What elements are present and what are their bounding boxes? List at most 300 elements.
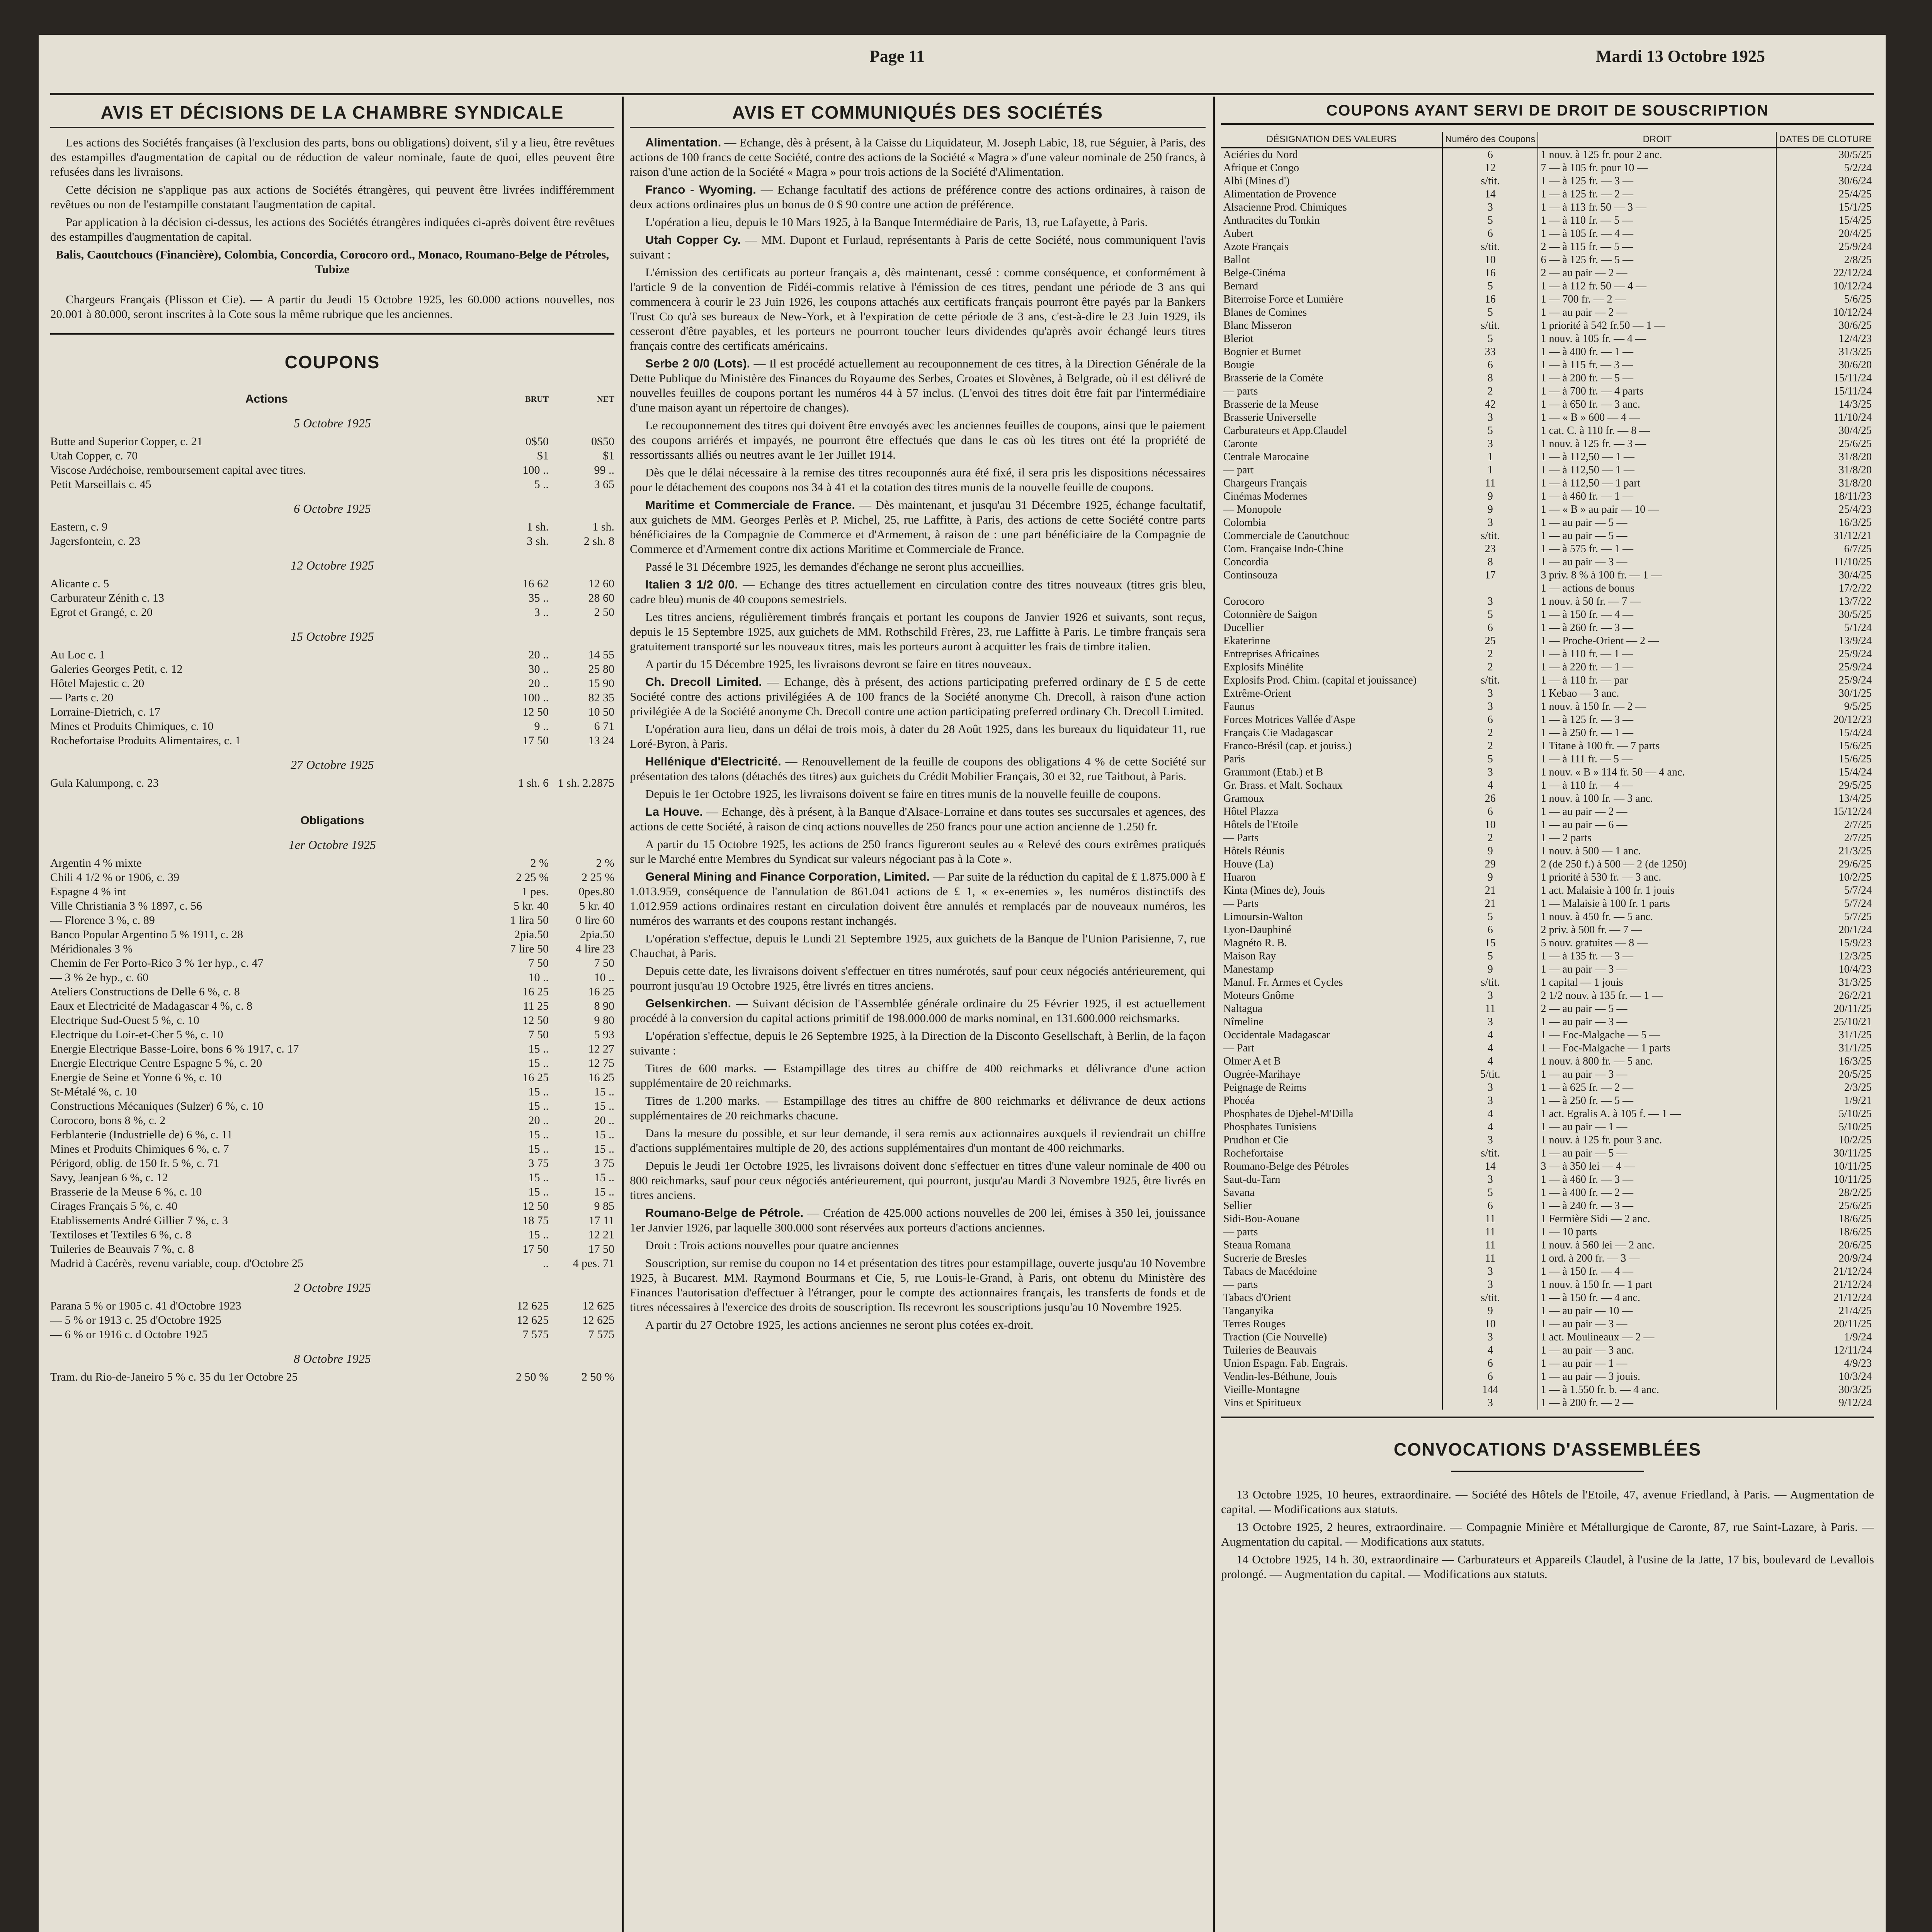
- table-row: [1221, 937, 1874, 950]
- droit-designation: Belge-Cinéma: [1221, 267, 1442, 280]
- company-name: Roumano-Belge de Pétrole.: [645, 1206, 804, 1219]
- droit-detail: 1 nouv. à 105 fr. — 4 —: [1538, 332, 1776, 345]
- list-item: [50, 856, 614, 870]
- droit-date: 31/1/25: [1838, 1042, 1872, 1054]
- droit-date: 15/11/24: [1833, 372, 1872, 384]
- droit-date: 18/6/25: [1838, 1213, 1872, 1225]
- coupon-net: 12 21: [588, 1228, 614, 1241]
- droit-date: 31/3/25: [1838, 346, 1872, 358]
- table-row: [1221, 1357, 1874, 1370]
- droit-date: 11/10/24: [1833, 412, 1872, 423]
- droit-numero: 6: [1442, 1370, 1538, 1383]
- droit-date: 31/3/25: [1838, 976, 1872, 988]
- droit-date: 31/8/20: [1838, 451, 1872, 463]
- coupon-net: 2 sh. 8: [583, 535, 614, 548]
- coupons-actions-header: [50, 392, 614, 406]
- coupon-net: 7 575: [588, 1328, 614, 1341]
- coupon-brut: 16 25: [522, 1071, 549, 1084]
- droit-detail: 1 capital — 1 jouis: [1538, 976, 1776, 989]
- list-item: [50, 605, 614, 619]
- droit-designation: Explosifs Prod. Chim. (capital et jouissance): [1221, 674, 1442, 687]
- droit-numero: 3: [1442, 1015, 1538, 1029]
- list-item: [50, 1170, 614, 1185]
- coupon-brut: 16 25: [522, 985, 549, 998]
- droit-detail: 1 — au pair — 2 —: [1538, 306, 1776, 319]
- avis-societes-title: AVIS ET COMMUNIQUÉS DES SOCIÉTÉS: [630, 97, 1206, 128]
- droit-date: 18/6/25: [1838, 1226, 1872, 1238]
- droit-date: 21/12/24: [1833, 1279, 1872, 1291]
- coupon-brut: 15 ..: [528, 1228, 549, 1241]
- coupon-brut: 100 ..: [522, 691, 549, 704]
- coupon-date: 15 Octobre 1925: [291, 629, 374, 643]
- page-header: [39, 35, 1886, 93]
- list-item: [50, 591, 614, 605]
- droit-date: 5/1/24: [1844, 622, 1872, 634]
- droit-detail: 1 — à 460 fr. — 1 —: [1538, 490, 1776, 503]
- avis-paragraph: [630, 1206, 1206, 1235]
- avis-paragraph: [630, 996, 1206, 1026]
- droit-date: 6/7/25: [1844, 543, 1872, 555]
- droit-designation: Ekaterinne: [1221, 634, 1442, 648]
- table-row: [1221, 451, 1874, 464]
- droit-numero: [1442, 582, 1538, 595]
- droit-date: 12/4/23: [1838, 333, 1872, 345]
- droit-detail: 1 — au pair — 3 —: [1538, 556, 1776, 569]
- table-row: [1221, 1265, 1874, 1278]
- avis-text: Depuis le 1er Octobre 1925, les livraisons doivent se faire en titres munis de la nouvelle feuille de coupons.: [645, 787, 1161, 801]
- droit-detail: 3 priv. 8 % à 100 fr. — 1 —: [1538, 569, 1776, 582]
- company-name: La Houve.: [645, 805, 703, 818]
- coupon-brut: 100 ..: [522, 464, 549, 476]
- list-item: [50, 676, 614, 690]
- droit-date: 30/11/25: [1833, 1147, 1872, 1159]
- avis-paragraph: [630, 1126, 1206, 1155]
- droit-designation: Tanganyika: [1221, 1304, 1442, 1318]
- droit-numero: 2: [1442, 726, 1538, 740]
- coupon-net: 82 35: [588, 691, 614, 704]
- droit-detail: 1 — à 400 fr. — 1 —: [1538, 345, 1776, 359]
- avis-text: Depuis cette date, les livraisons doivent s'effectuer en titres numérotés, sauf pour ceux négociés antérieurement, qui pourront jusqu'au 19 Octobre 1925, être livrés en titres anciens.: [630, 964, 1206, 992]
- coupon-net: 14 55: [588, 648, 614, 661]
- droit-detail: 1 act. Moulineaux — 2 —: [1538, 1331, 1776, 1344]
- droit-numero: 3: [1442, 1396, 1538, 1410]
- droit-numero: 29: [1442, 858, 1538, 871]
- droit-detail: 1 — 700 fr. — 2 —: [1538, 293, 1776, 306]
- coupon-name: Tuileries de Beauvais 7 %, c. 8: [50, 1243, 194, 1255]
- coupon-date: 2 Octobre 1925: [294, 1281, 371, 1294]
- company-name: Italien 3 1/2 0/0.: [645, 578, 738, 591]
- page-number: Page 11: [869, 47, 925, 66]
- droit-designation: Cotonnière de Saigon: [1221, 608, 1442, 621]
- droit-numero: 16: [1442, 293, 1538, 306]
- table-row: [1221, 871, 1874, 884]
- coupon-net: 9 80: [594, 1014, 614, 1027]
- coupon-brut: 2pia.50: [514, 928, 549, 941]
- avis-paragraph: [630, 964, 1206, 993]
- coupons-droit-title: COUPONS AYANT SERVI DE DROIT DE SOUSCRIPTION: [1221, 97, 1874, 125]
- coupon-name: Electrique du Loir-et-Cher 5 %, c. 10: [50, 1028, 223, 1041]
- avis-text: — Renouvellement de la feuille de coupons des obligations 4 % de cette Société sur présentation des talons (détachés des titres) aux guichets du Crédit Mobilier Français, 30 et 32, rue Taitbout, à Paris.: [630, 755, 1206, 783]
- col-numero: Numéro des Coupons: [1442, 132, 1538, 148]
- droit-detail: 1 — à 112,50 — 1 —: [1538, 451, 1776, 464]
- droit-date: 31/12/21: [1833, 530, 1872, 542]
- avis-paragraph: [630, 722, 1206, 751]
- droit-designation: Lyon-Dauphiné: [1221, 923, 1442, 937]
- droit-detail: 2 — au pair — 2 —: [1538, 267, 1776, 280]
- table-row: [1221, 1094, 1874, 1107]
- droit-date: 20/4/25: [1838, 228, 1872, 240]
- chambre-company-list: Balis, Caoutchoucs (Financière), Colombia, Concordia, Corocoro ord., Monaco, Roumano-Belge de Pétroles, Tubize: [55, 248, 609, 276]
- table-row: [1221, 1344, 1874, 1357]
- droit-designation: Carburateurs et App.Claudel: [1221, 424, 1442, 437]
- avis-text: Dès que le délai nécessaire à la remise des titres recouponnés aura été fixé, il sera pris les dispositions nécessaires pour le détachement des coupons nos 34 à 41 et la cotation des titres munis de la nouvelle feuille de coupons.: [630, 466, 1206, 494]
- droit-detail: 1 nouv. à 125 fr. pour 3 anc.: [1538, 1134, 1776, 1147]
- droit-numero: 23: [1442, 543, 1538, 556]
- coupon-net: 12 27: [588, 1043, 614, 1055]
- droit-numero: 3: [1442, 1173, 1538, 1186]
- coupon-net: 2 25 %: [582, 871, 614, 884]
- droit-numero: 5: [1442, 910, 1538, 923]
- droit-detail: 1 nouv. à 800 fr. — 5 anc.: [1538, 1055, 1776, 1068]
- droit-designation: Concordia: [1221, 556, 1442, 569]
- coupon-brut: 18 75: [522, 1214, 549, 1227]
- coupon-name: Energie de Seine et Yonne 6 %, c. 10: [50, 1071, 222, 1084]
- droit-date: 20/12/23: [1833, 714, 1872, 726]
- droit-detail: 1 — « B » au pair — 10 —: [1538, 503, 1776, 516]
- table-row: [1221, 319, 1874, 332]
- droit-date: 10/2/25: [1838, 1134, 1872, 1146]
- avis-paragraph: [630, 610, 1206, 654]
- droit-date: 5/7/24: [1844, 884, 1872, 896]
- droit-detail: 1 priorité à 530 fr. — 3 anc.: [1538, 871, 1776, 884]
- droit-numero: 10: [1442, 1318, 1538, 1331]
- table-row: [1221, 201, 1874, 214]
- coupon-net: 0 lire 60: [576, 914, 614, 927]
- droit-date: 29/5/25: [1838, 779, 1872, 791]
- coupon-net: 12 625: [582, 1314, 614, 1327]
- table-row: [1221, 503, 1874, 516]
- coupon-name: Utah Copper, c. 70: [50, 449, 138, 462]
- droit-date: 12/3/25: [1838, 950, 1872, 962]
- droit-detail: 1 nouv. à 125 fr. pour 2 anc.: [1538, 148, 1776, 162]
- coupon-name: Espagne 4 % int: [50, 885, 126, 898]
- droit-designation: — Parts: [1221, 897, 1442, 910]
- droit-designation: Terres Rouges: [1221, 1318, 1442, 1331]
- coupon-name: Corocoro, bons 8 %, c. 2: [50, 1114, 166, 1127]
- avis-text: — Echange des titres actuellement en circulation contre des titres nouveaux (titres gris bleu, cadre bleu) munis de 40 coupons semestriels.: [630, 578, 1206, 606]
- avis-text: — Echange, dès à présent, à la Caisse du Liquidateur, M. Joseph Labic, 18, rue Séguier, à Paris, des actions de 100 francs de cette Société, contre des actions de la Société « Magra » d'une valeur nominale de 250 francs, à raison d'une action de la Société « Magra » pour trois actions de la Société d'Alimentation.: [630, 136, 1206, 179]
- table-row: [1221, 1304, 1874, 1318]
- coupon-net: 8 90: [594, 1000, 614, 1012]
- coupon-brut: 1 sh.: [527, 520, 549, 533]
- coupon-net: 6 71: [594, 720, 614, 733]
- droit-detail: 1 — à 260 fr. — 3 —: [1538, 621, 1776, 634]
- coupon-brut: 7 lire 50: [510, 942, 549, 955]
- coupon-name: Parana 5 % or 1905 c. 41 d'Octobre 1923: [50, 1299, 242, 1312]
- avis-text: Souscription, sur remise du coupon no 14 et présentation des titres pour estampillage, ouverte jusqu'au 10 Novembre 1925, à Bucarest. MM. Raymond Bourmans et Cie, 5, rue Louis-le-Grand, à Paris, ont obtenu du Ministère des Finances l'autorisation d'effectuer à l'étranger, pour le compte des actionnaires français, les transferts de fonds et de titres nécessaires à l'exercice des droits de souscription. Ils recevront les souscriptions jusqu'au 10 Novembre 1925.: [630, 1256, 1206, 1314]
- coupon-net: 10 ..: [594, 971, 614, 984]
- droit-designation: Cinémas Modernes: [1221, 490, 1442, 503]
- droit-designation: Bognier et Burnet: [1221, 345, 1442, 359]
- droit-detail: 1 — à 110 fr. — 4 —: [1538, 779, 1776, 792]
- table-row: [1221, 700, 1874, 713]
- droit-date: 16/3/25: [1838, 1055, 1872, 1067]
- table-row: [1221, 1042, 1874, 1055]
- coupon-brut: 15 ..: [528, 1043, 549, 1055]
- coupon-net: 17 50: [588, 1243, 614, 1255]
- coupon-brut: 7 50: [528, 1028, 549, 1041]
- table-row: [1221, 332, 1874, 345]
- droit-detail: 1 — à 250 fr. — 1 —: [1538, 726, 1776, 740]
- droit-detail: 1 — à 112,50 — 1 —: [1538, 464, 1776, 477]
- coupon-net: 17 11: [588, 1214, 614, 1227]
- table-row: [1221, 385, 1874, 398]
- droit-numero: 3: [1442, 437, 1538, 451]
- coupon-name: Méridionales 3 %: [50, 942, 133, 955]
- list-item: [50, 1327, 614, 1342]
- coupon-net: 15 ..: [594, 1143, 614, 1155]
- coupon-name: Périgord, oblig. de 150 fr. 5 %, c. 71: [50, 1157, 219, 1170]
- coupon-net: 0pes.80: [578, 885, 614, 898]
- coupon-net: 15 ..: [594, 1185, 614, 1198]
- droit-numero: 1: [1442, 451, 1538, 464]
- coupon-brut: 15 ..: [528, 1085, 549, 1098]
- coupon-brut: 10 ..: [528, 971, 549, 984]
- coupon-net: 12 625: [582, 1299, 614, 1312]
- droit-numero: 5: [1442, 424, 1538, 437]
- coupon-brut: 2 50 %: [516, 1371, 549, 1383]
- droit-detail: 1 — à 220 fr. — 1 —: [1538, 661, 1776, 674]
- droit-numero: 14: [1442, 188, 1538, 201]
- droit-numero: 3: [1442, 766, 1538, 779]
- coupon-name: — 6 % or 1916 c. d Octobre 1925: [50, 1328, 208, 1341]
- droit-designation: Hôtels de l'Etoile: [1221, 818, 1442, 832]
- droit-date: 30/1/25: [1838, 687, 1872, 699]
- droit-numero: 5/tit.: [1442, 1068, 1538, 1081]
- droit-detail: 1 — à 460 fr. — 3 —: [1538, 1173, 1776, 1186]
- coupon-brut: 9 ..: [534, 720, 549, 733]
- table-row: [1221, 648, 1874, 661]
- droit-designation: Aubert: [1221, 227, 1442, 240]
- droit-designation: Ballot: [1221, 253, 1442, 267]
- droit-designation: Forces Motrices Vallée d'Aspe: [1221, 713, 1442, 726]
- droit-designation: Alimentation de Provence: [1221, 188, 1442, 201]
- droit-designation: Vendin-les-Béthune, Jouis: [1221, 1370, 1442, 1383]
- droit-detail: 1 — à 105 fr. — 4 —: [1538, 227, 1776, 240]
- droit-designation: Commerciale de Caoutchouc: [1221, 529, 1442, 543]
- coupons-title: COUPONS: [284, 352, 380, 372]
- company-name: Ch. Drecoll Limited.: [645, 675, 762, 689]
- coupon-brut: 1 lira 50: [510, 914, 549, 927]
- avis-text: L'opération s'effectue, depuis le Lundi 21 Septembre 1925, aux guichets de la Banque de l'Union Parisienne, 7, rue Chauchat, à Paris.: [630, 932, 1206, 960]
- droit-detail: 1 — à 575 fr. — 1 —: [1538, 543, 1776, 556]
- droit-numero: 10: [1442, 253, 1538, 267]
- droit-designation: Blanes de Comines: [1221, 306, 1442, 319]
- avis-text: Titres de 1.200 marks. — Estampillage des titres au chiffre de 800 reichmarks et délivrance de deux actions supplémentaires de 20 reichmarks chacune.: [630, 1094, 1206, 1122]
- list-item: [50, 1027, 614, 1042]
- list-item: [50, 913, 614, 927]
- table-row: [1221, 1173, 1874, 1186]
- avis-paragraph: [630, 837, 1206, 866]
- droit-numero: 10: [1442, 818, 1538, 832]
- table-row: [1221, 858, 1874, 871]
- droit-designation: Biterroise Force et Lumière: [1221, 293, 1442, 306]
- droit-designation: Ougrée-Marihaye: [1221, 1068, 1442, 1081]
- droit-date: 30/4/25: [1838, 425, 1872, 437]
- droit-designation: Franco-Brésil (cap. et jouiss.): [1221, 740, 1442, 753]
- droit-designation: Faunus: [1221, 700, 1442, 713]
- coupon-net: 16 25: [588, 985, 614, 998]
- droit-detail: 1 nouv. à 150 fr. — 2 —: [1538, 700, 1776, 713]
- coupon-net: 15 ..: [594, 1100, 614, 1112]
- droit-numero: 3: [1442, 516, 1538, 529]
- droit-designation: Olmer A et B: [1221, 1055, 1442, 1068]
- droit-numero: 6: [1442, 805, 1538, 818]
- table-row: [1221, 818, 1874, 832]
- table-row: [1221, 569, 1874, 582]
- droit-detail: 1 nouv. à 560 lei — 2 anc.: [1538, 1239, 1776, 1252]
- avis-paragraph: [630, 754, 1206, 784]
- droit-numero: 3: [1442, 700, 1538, 713]
- droit-designation: Albi (Mines d'): [1221, 175, 1442, 188]
- droit-numero: 4: [1442, 1107, 1538, 1121]
- droit-date: 25/10/21: [1833, 1016, 1872, 1028]
- droit-designation: Anthracites du Tonkin: [1221, 214, 1442, 227]
- table-row: [1221, 280, 1874, 293]
- droit-date: 22/12/24: [1833, 267, 1872, 279]
- avis-paragraph: [630, 1238, 1206, 1253]
- avis-paragraph: [630, 577, 1206, 607]
- coupon-net: 5 kr. 40: [579, 900, 614, 912]
- table-row: [1221, 1107, 1874, 1121]
- droit-numero: 144: [1442, 1383, 1538, 1396]
- droit-designation: — parts: [1221, 385, 1442, 398]
- table-row: [1221, 989, 1874, 1002]
- droit-detail: 1 — au pair — 2 —: [1538, 805, 1776, 818]
- table-row: [1221, 1396, 1874, 1410]
- avis-text: — Echange, dès à présent, à la Banque d'Alsace-Lorraine et dans toutes ses succursales et agences, des actions de cette Société, à raison de cinq actions nouvelles de 250 francs pour une action ancienne de 1.250 fr.: [630, 805, 1206, 833]
- droit-date: 30/3/25: [1838, 1384, 1872, 1396]
- list-item: [50, 1228, 614, 1242]
- droit-date: 25/6/25: [1838, 1200, 1872, 1212]
- table-row: [1221, 188, 1874, 201]
- coupon-name: Banco Popular Argentino 5 % 1911, c. 28: [50, 928, 243, 941]
- droit-detail: 1 — au pair — 1 —: [1538, 1357, 1776, 1370]
- table-row: [1221, 162, 1874, 175]
- droit-detail: 7 — à 105 fr. pour 10 —: [1538, 162, 1776, 175]
- table-row: [1221, 306, 1874, 319]
- droit-designation: Hôtel Plazza: [1221, 805, 1442, 818]
- droit-detail: 1 — au pair — 3 —: [1538, 963, 1776, 976]
- droit-numero: 6: [1442, 227, 1538, 240]
- coupon-net: 4 lire 23: [576, 942, 614, 955]
- droit-date: 15/1/25: [1838, 201, 1872, 213]
- coupons-obligations-header: [50, 813, 614, 828]
- coupon-brut: 3 ..: [534, 606, 549, 619]
- droit-detail: 1 — à 125 fr. — 2 —: [1538, 188, 1776, 201]
- coupon-brut: 15 ..: [528, 1143, 549, 1155]
- droit-date: 18/11/23: [1833, 490, 1872, 502]
- list-item: [50, 970, 614, 985]
- avis-text: Les titres anciens, régulièrement timbrés français et portant les coupons de Janvier 1926 et suivants, sont reçus, depuis le 15 Septembre 1925, aux guichets de MM. Rothschild Frères, 23, rue Laffitte à Paris. Le timbre français sera gratuitement transporté sur les nouveaux titres, mais les porteurs auront à acquitter les frais de timbre italien.: [630, 610, 1206, 653]
- table-row: [1221, 713, 1874, 726]
- avis-paragraph: [630, 869, 1206, 928]
- droit-numero: 4: [1442, 779, 1538, 792]
- droit-date: 5/2/24: [1844, 162, 1872, 174]
- droit-designation: Vieille-Montagne: [1221, 1383, 1442, 1396]
- droit-numero: 3: [1442, 595, 1538, 608]
- droit-numero: 11: [1442, 477, 1538, 490]
- droit-detail: 1 — à 650 fr. — 3 anc.: [1538, 398, 1776, 411]
- droit-numero: 6: [1442, 923, 1538, 937]
- droit-designation: Manestamp: [1221, 963, 1442, 976]
- table-row: [1221, 1318, 1874, 1331]
- droit-designation: Caronte: [1221, 437, 1442, 451]
- droit-detail: 1 — 10 parts: [1538, 1226, 1776, 1239]
- droit-detail: 2 — à 115 fr. — 5 —: [1538, 240, 1776, 253]
- droit-date: 11/10/25: [1833, 556, 1872, 568]
- avis-text: L'opération a lieu, depuis le 10 Mars 1925, à la Banque Intermédiaire de Paris, 13, rue Lafayette, à Paris.: [645, 215, 1148, 229]
- table-row: [1221, 477, 1874, 490]
- droit-detail: 1 act. Egralis A. à 105 f. — 1 —: [1538, 1107, 1776, 1121]
- list-item: [50, 1256, 614, 1270]
- droit-date: 31/1/25: [1838, 1029, 1872, 1041]
- droit-detail: 1 nouv. à 500 — 1 anc.: [1538, 845, 1776, 858]
- chambre-paragraph: Par application à la décision ci-dessus, les actions des Sociétés étrangères indiquées ci-après doivent être revêtues des estampilles d'augmentation de capital.: [50, 215, 614, 243]
- droit-date: 2/7/25: [1844, 832, 1872, 844]
- droit-designation: Bougie: [1221, 359, 1442, 372]
- coupon-date: 5 Octobre 1925: [294, 416, 371, 430]
- table-row: [1221, 1291, 1874, 1304]
- table-row: [1221, 1186, 1874, 1199]
- table-row: [1221, 897, 1874, 910]
- droit-date: 15/12/24: [1833, 806, 1872, 818]
- table-row: [1221, 976, 1874, 989]
- droit-detail: 2 (de 250 f.) à 500 — 2 (de 1250): [1538, 858, 1776, 871]
- droit-designation: [1221, 582, 1442, 595]
- droit-numero: 6: [1442, 359, 1538, 372]
- droit-designation: Phocéa: [1221, 1094, 1442, 1107]
- table-row: [1221, 1055, 1874, 1068]
- table-row: [1221, 740, 1874, 753]
- avis-paragraph: [630, 135, 1206, 179]
- droit-numero: 25: [1442, 634, 1538, 648]
- list-item: [50, 577, 614, 591]
- droit-date: 9/12/24: [1838, 1397, 1872, 1409]
- droit-date: 21/4/25: [1838, 1305, 1872, 1317]
- table-row: [1221, 1029, 1874, 1042]
- table-row: [1221, 792, 1874, 805]
- droit-numero: 3: [1442, 201, 1538, 214]
- droit-designation: Français Cie Madagascar: [1221, 726, 1442, 740]
- droit-numero: 4: [1442, 1042, 1538, 1055]
- droit-date: 15/6/25: [1838, 753, 1872, 765]
- droit-numero: 3: [1442, 1331, 1538, 1344]
- droit-date: 26/2/21: [1838, 990, 1872, 1002]
- coupon-brut: $1: [537, 449, 549, 462]
- coupon-net: 12 75: [588, 1057, 614, 1070]
- avis-paragraph: [630, 1094, 1206, 1123]
- droit-numero: 16: [1442, 267, 1538, 280]
- droit-detail: 1 — à 125 fr. — 3 —: [1538, 175, 1776, 188]
- droit-numero: 5: [1442, 332, 1538, 345]
- company-name: Utah Copper Cy.: [645, 233, 741, 247]
- droit-designation: Grammont (Etab.) et B: [1221, 766, 1442, 779]
- droit-date: 30/6/24: [1838, 175, 1872, 187]
- convocations-body: [1221, 1487, 1874, 1582]
- droit-detail: 1 — au pair — 3 jouis.: [1538, 1370, 1776, 1383]
- droit-numero: 3: [1442, 1265, 1538, 1278]
